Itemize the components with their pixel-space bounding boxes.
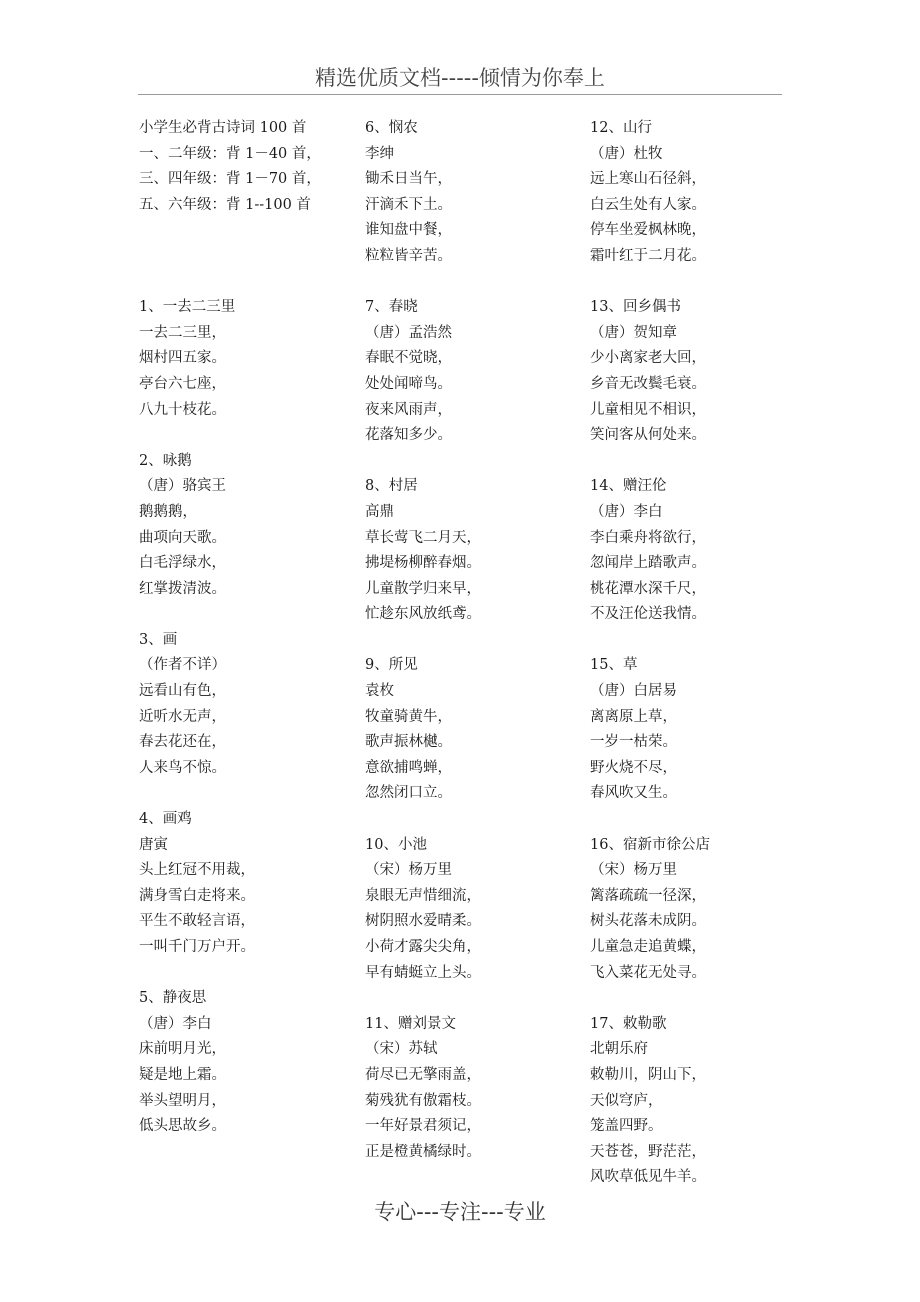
poem-line: 春风吹又生。 bbox=[590, 785, 677, 802]
poem-author: 北朝乐府 bbox=[590, 1041, 648, 1058]
poem-line: 曲项向天歌。 bbox=[139, 529, 226, 546]
poem-line: 歌声振林樾。 bbox=[365, 734, 452, 751]
poem-block bbox=[590, 116, 810, 270]
poem-list bbox=[590, 116, 810, 1191]
poem-line: 风吹草低见牛羊。 bbox=[590, 1169, 706, 1186]
page-footer: 专心---专注---专业 bbox=[374, 1200, 546, 1224]
poem-line: 花落知多少。 bbox=[365, 427, 452, 444]
poem-line: 不及汪伦送我情。 bbox=[590, 606, 706, 623]
poem-block bbox=[139, 628, 339, 782]
poem-line: 举头望明月， bbox=[139, 1092, 226, 1109]
poem-line: 野火烧不尽， bbox=[590, 759, 677, 776]
poem-line: 意欲捕鸣蝉， bbox=[365, 759, 452, 776]
poem-title: 7、春晓 bbox=[365, 299, 418, 316]
poem-line: 一岁一枯荣。 bbox=[590, 734, 677, 751]
poem-author: （唐）李白 bbox=[139, 1015, 212, 1032]
poem-line: 粒粒皆辛苦。 bbox=[365, 247, 452, 264]
poem-author: 唐寅 bbox=[139, 836, 168, 853]
poem-line: 人来鸟不惊。 bbox=[139, 759, 226, 776]
poem-author: （宋）苏轼 bbox=[365, 1041, 438, 1058]
poem-line: 儿童散学归来早， bbox=[365, 580, 481, 597]
poem-line: 平生不敢轻言语， bbox=[139, 913, 255, 930]
poem-line: 近听水无声， bbox=[139, 708, 226, 725]
poem-author: （唐）贺知章 bbox=[590, 324, 677, 341]
poem-line: 小荷才露尖尖角， bbox=[365, 939, 481, 955]
poem-author: 高鼎 bbox=[365, 503, 394, 520]
poem-line: 霜叶红于二月花。 bbox=[590, 247, 706, 264]
poem-author: （宋）杨万里 bbox=[590, 862, 677, 879]
poem-line: 忽然闭口立。 bbox=[365, 785, 452, 802]
poem-title: 8、村居 bbox=[365, 478, 418, 495]
poem-list bbox=[139, 295, 339, 1140]
poem-line: 篱落疏疏一径深， bbox=[590, 887, 706, 904]
poem-line: 锄禾日当午， bbox=[365, 171, 452, 188]
poem-author: （唐）杜牧 bbox=[590, 145, 663, 162]
intro-line: 五、六年级：背 1--100 首 bbox=[139, 196, 311, 213]
poem-line: 忽闻岸上踏歌声。 bbox=[590, 555, 706, 572]
poem-line: 天苍苍，野茫茫， bbox=[590, 1143, 706, 1160]
poem-author: （唐）白居易 bbox=[590, 683, 677, 700]
poem-line: 桃花潭水深千尺， bbox=[590, 580, 706, 597]
poem-line: 远上寒山石径斜， bbox=[590, 171, 706, 188]
poem-line: 谁知盘中餐， bbox=[365, 222, 452, 239]
poem-line: 鹅鹅鹅， bbox=[139, 503, 197, 520]
poem-title: 13、回乡偶书 bbox=[590, 299, 681, 316]
poem-title: 5、静夜思 bbox=[139, 990, 207, 1007]
intro-line: 三、四年级：背 1－70 首， bbox=[139, 171, 321, 188]
poem-line: 草长莺飞二月天， bbox=[365, 529, 481, 546]
poem-block bbox=[139, 986, 339, 1140]
poem-line: 离离原上草， bbox=[590, 708, 677, 725]
poem-block bbox=[365, 1012, 565, 1166]
poem-title: 14、赠汪伦 bbox=[590, 478, 667, 495]
poem-line: 春去花还在， bbox=[139, 734, 226, 751]
poem-line: 菊残犹有傲霜枝。 bbox=[365, 1092, 481, 1109]
poem-title: 10、小池 bbox=[365, 836, 427, 853]
poem-line: 树阴照水爱晴柔。 bbox=[365, 913, 481, 930]
poem-line: 八九十枝花。 bbox=[139, 401, 226, 418]
poem-line: 天似穹庐， bbox=[590, 1092, 663, 1109]
header-divider bbox=[138, 94, 782, 95]
poem-block bbox=[590, 474, 810, 628]
poem-line: 牧童骑黄牛， bbox=[365, 708, 452, 725]
poem-line: 忙趁东风放纸鸢。 bbox=[365, 606, 481, 623]
poem-title: 15、草 bbox=[590, 657, 638, 674]
poem-line: 飞入菜花无处寻。 bbox=[590, 964, 706, 981]
poem-title: 6、悯农 bbox=[365, 120, 418, 136]
poem-author: （唐）孟浩然 bbox=[365, 324, 452, 341]
poem-line: 拂堤杨柳醉春烟。 bbox=[365, 555, 481, 572]
poem-block bbox=[365, 474, 565, 628]
poem-author: （唐）李白 bbox=[590, 503, 663, 520]
poem-line: 泉眼无声惜细流， bbox=[365, 887, 481, 904]
poem-line: 远看山有色， bbox=[139, 683, 226, 700]
poem-line: 床前明月光， bbox=[139, 1041, 226, 1058]
poem-line: 满身雪白走将来。 bbox=[139, 887, 255, 904]
poem-title: 17、敕勒歌 bbox=[590, 1015, 667, 1032]
poem-line: 一叫千门万户开。 bbox=[139, 939, 255, 956]
poem-block bbox=[365, 833, 565, 987]
page-header: 精选优质文档-----倾情为你奉上 bbox=[315, 66, 605, 90]
intro-block bbox=[139, 116, 339, 218]
poem-line: 笼盖四野。 bbox=[590, 1118, 663, 1135]
poem-author: （宋）杨万里 bbox=[365, 862, 452, 879]
poem-block bbox=[590, 1012, 810, 1191]
poem-line: 疑是地上霜。 bbox=[139, 1066, 226, 1083]
column-2 bbox=[365, 116, 565, 1191]
poem-block bbox=[590, 295, 810, 449]
intro-line: 一、二年级：背 1－40 首， bbox=[139, 145, 321, 162]
poem-line: 头上红冠不用裁， bbox=[139, 862, 255, 879]
poem-author: 李绅 bbox=[365, 145, 394, 162]
poem-block bbox=[590, 833, 810, 987]
poem-block bbox=[139, 449, 339, 603]
poem-line: 烟村四五家。 bbox=[139, 350, 226, 367]
poem-line: 正是橙黄橘绿时。 bbox=[365, 1143, 481, 1160]
poem-block bbox=[365, 653, 565, 807]
poem-line: 低头思故乡。 bbox=[139, 1118, 226, 1135]
poem-line: 儿童相见不相识， bbox=[590, 401, 706, 418]
poem-line: 红掌拨清波。 bbox=[139, 580, 226, 597]
poem-title: 12、山行 bbox=[590, 120, 652, 136]
poem-block bbox=[139, 295, 339, 423]
poem-line: 一去二三里， bbox=[139, 324, 226, 341]
poem-line: 树头花落未成阴。 bbox=[590, 913, 706, 930]
poem-author: 袁枚 bbox=[365, 683, 394, 700]
poem-line: 夜来风雨声， bbox=[365, 401, 452, 418]
poem-line: 处处闻啼鸟。 bbox=[365, 375, 452, 392]
poem-line: 亭台六七座， bbox=[139, 375, 226, 392]
poem-title: 3、画 bbox=[139, 631, 178, 648]
poem-line: 停车坐爱枫林晚， bbox=[590, 222, 706, 239]
poem-list bbox=[365, 116, 565, 1165]
poem-line: 笑问客从何处来。 bbox=[590, 427, 706, 444]
poem-block bbox=[139, 807, 339, 961]
poem-line: 汗滴禾下土。 bbox=[365, 196, 452, 213]
poem-line: 少小离家老大回， bbox=[590, 350, 706, 367]
poem-author: （唐）骆宾王 bbox=[139, 478, 226, 495]
poem-line: 白毛浮绿水， bbox=[139, 555, 226, 572]
poem-author: （作者不详） bbox=[139, 657, 226, 674]
poem-line: 白云生处有人家。 bbox=[590, 196, 706, 213]
poem-block bbox=[590, 653, 810, 807]
poem-title: 9、所见 bbox=[365, 657, 418, 674]
poem-title: 11、赠刘景文 bbox=[365, 1015, 456, 1032]
poem-line: 李白乘舟将欲行， bbox=[590, 529, 706, 546]
poem-line: 敕勒川，阴山下， bbox=[590, 1066, 706, 1083]
poem-title: 2、咏鹅 bbox=[139, 452, 192, 469]
poem-block bbox=[365, 295, 565, 449]
poem-line: 早有蜻蜓立上头。 bbox=[365, 964, 481, 981]
poem-line: 儿童急走追黄蝶， bbox=[590, 939, 706, 955]
intro-line: 小学生必背古诗词 100 首 bbox=[139, 120, 307, 136]
poem-title: 4、画鸡 bbox=[139, 811, 192, 828]
poem-line: 春眠不觉晓， bbox=[365, 350, 452, 367]
poem-title: 16、宿新市徐公店 bbox=[590, 836, 710, 853]
column-3 bbox=[590, 116, 810, 1217]
poem-line: 一年好景君须记， bbox=[365, 1118, 481, 1135]
poem-line: 荷尽已无擎雨盖， bbox=[365, 1066, 481, 1083]
poem-block bbox=[365, 116, 565, 270]
poem-title: 1、一去二三里 bbox=[139, 299, 236, 316]
poem-line: 乡音无改鬓毛衰。 bbox=[590, 375, 706, 392]
column-1 bbox=[139, 116, 339, 1165]
